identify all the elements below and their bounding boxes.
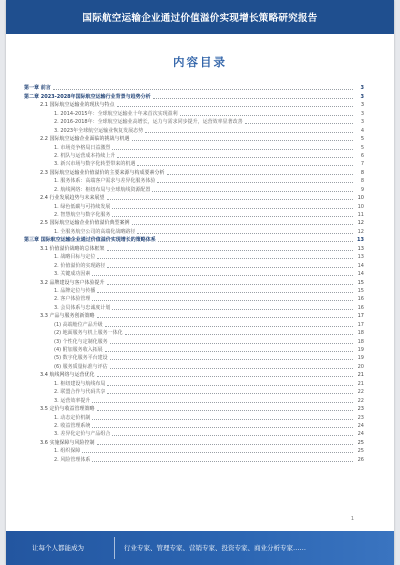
- header-banner: [6, 0, 394, 34]
- toc-entry-text: 3. 会员体系与忠诚度计划: [54, 304, 111, 311]
- toc-entry[interactable]: [24, 135, 364, 143]
- toc-entry-text: 3. 新兴市场与数字化转型带来的机遇: [54, 161, 136, 168]
- toc-entry[interactable]: [24, 253, 364, 261]
- toc-entry-text: 3.1 价值溢价战略的总体框架: [40, 245, 105, 252]
- toc-entry-text: 2. 收益管理系统: [54, 422, 91, 429]
- toc-entry-text: 3. 运营效率提升: [54, 397, 91, 404]
- toc-leader-dots: [132, 224, 353, 225]
- toc-entry[interactable]: [24, 118, 364, 126]
- toc-leader-dots: [158, 241, 353, 242]
- toc-entry-text: (6) 服务质量标准与评估: [54, 363, 108, 370]
- footer-divider: [114, 537, 115, 559]
- toc-entry[interactable]: [24, 438, 364, 446]
- toc-entry-page: 13: [357, 237, 364, 244]
- toc-entry-text: 1. 绿色低碳与可持续发展: [54, 203, 111, 210]
- toc-entry-text: 1. 动态定价机制: [54, 414, 91, 421]
- toc-entry-text: (1) 高端舱位产品升级: [54, 321, 103, 328]
- toc-leader-dots: [53, 89, 353, 90]
- toc-entry-text: 1. 2014-2015年：全球航空运输业十年来首次实现盈利: [54, 110, 178, 117]
- toc-leader-dots: [107, 393, 353, 394]
- toc-entry-text: 2. 2016-2018年：全球航空运输业高增长，运力与需求同步提升，运营效率显著改善: [54, 119, 243, 126]
- toc-leader-dots: [132, 140, 353, 141]
- document-page: [6, 0, 394, 565]
- toc-leader-dots: [152, 191, 353, 192]
- toc-leader-dots: [112, 435, 353, 436]
- toc-entry-text: 3.3 产品与服务创新策略: [40, 313, 95, 320]
- toc-entry[interactable]: [24, 303, 364, 311]
- toc-entry-text: 2. 价值溢价的实现路径: [54, 262, 106, 269]
- toc-entry-text: 1. 服务体系：高端客户需求与差异化服务体验: [54, 178, 156, 185]
- toc-entry-text: 3.4 航线网络与运营优化: [40, 372, 95, 379]
- toc-entry-page: 15: [357, 279, 364, 286]
- toc-entry-text: 2.3 国际航空运输业价值溢价的主要来源与构成要素分析: [40, 169, 165, 176]
- toc-leader-dots: [167, 174, 353, 175]
- toc-entry-page: 3: [360, 93, 364, 100]
- toc-entry[interactable]: [24, 101, 364, 109]
- toc-entry-text: 3. 关键成功因素: [54, 271, 91, 278]
- toc-entry-text: 1. 组织保障: [54, 448, 81, 455]
- toc-entry-text: 3. 差异化定价与产品组合: [54, 431, 111, 438]
- toc-leader-dots: [145, 132, 353, 133]
- toc-leader-dots: [110, 359, 353, 360]
- toc-entry[interactable]: [24, 194, 364, 202]
- toc-entry-page: 17: [357, 313, 364, 320]
- toc-leader-dots: [92, 461, 353, 462]
- toc-entry[interactable]: [24, 202, 364, 210]
- toc-leader-dots: [92, 419, 353, 420]
- toc-leader-dots: [112, 216, 353, 217]
- toc-leader-dots: [137, 233, 353, 234]
- toc-entry[interactable]: [24, 160, 364, 168]
- toc-entry[interactable]: [24, 211, 364, 219]
- toc-leader-dots: [107, 199, 353, 200]
- toc-leader-dots: [105, 351, 353, 352]
- toc-entry-page: 24: [357, 422, 364, 429]
- toc-entry[interactable]: [24, 177, 364, 185]
- toc-entry-text: 2. 联盟合作与代码共享: [54, 389, 106, 396]
- toc-entry[interactable]: [24, 152, 364, 160]
- toc-entry[interactable]: [24, 126, 364, 134]
- toc-entry-text: 3.2 品牌建设与客户体验提升: [40, 279, 105, 286]
- footer-banner: [6, 531, 394, 565]
- toc-leader-dots: [97, 317, 353, 318]
- toc-leader-dots: [245, 123, 353, 124]
- toc-entry-page: 5: [360, 136, 364, 143]
- toc-entry-text: 2. 智慧航空与数字化服务: [54, 212, 111, 218]
- toc-entry-text: 1. 品牌定位与传播: [54, 287, 96, 294]
- toc-entry-page: 8: [360, 169, 364, 176]
- toc-entry-page: 20: [357, 363, 364, 370]
- toc-leader-dots: [180, 115, 353, 116]
- toc-entry-page: 12: [357, 220, 364, 227]
- toc-entry-page: 26: [357, 456, 364, 463]
- toc-entry-page: 22: [357, 389, 364, 396]
- toc-entry-page: 11: [357, 212, 364, 218]
- toc-entry-page: 18: [357, 330, 364, 337]
- toc-leader-dots: [82, 452, 353, 453]
- toc-entry-page: 23: [357, 406, 364, 413]
- toc-entry[interactable]: [24, 287, 364, 295]
- toc-entry-text: 2.5 国际航空运输企业价值溢价典型案例: [40, 220, 130, 227]
- toc-entry-page: 19: [357, 347, 364, 353]
- toc-entry-page: 6: [360, 152, 364, 159]
- toc-entry-page: 10: [357, 195, 364, 202]
- toc-title: 内容目录: [173, 55, 227, 69]
- toc-entry[interactable]: [24, 244, 364, 252]
- toc-entry-text: 3. 2023年全球航空运输业恢复发展态势: [54, 127, 144, 134]
- toc-entry[interactable]: [24, 109, 364, 117]
- toc-entry-text: 1. 全服务航空公司的高端化战略路径: [54, 228, 136, 235]
- toc-entry-text: 2.4 行业发展趋势与未来展望: [40, 195, 105, 202]
- toc-entry-page: 14: [357, 271, 364, 278]
- toc-leader-dots: [112, 208, 353, 209]
- toc-entry[interactable]: [24, 185, 364, 193]
- toc-entry-page: 14: [357, 262, 364, 269]
- toc-entry-page: 19: [357, 355, 364, 362]
- toc-entry[interactable]: [24, 447, 364, 455]
- toc-entry[interactable]: [24, 413, 364, 421]
- toc-entry-text: 1. 市场竞争格局日益激烈: [54, 144, 111, 151]
- toc-leader-dots: [137, 165, 353, 166]
- toc-entry-page: 4: [360, 127, 364, 134]
- toc-leader-dots: [97, 258, 353, 259]
- toc-leader-dots: [92, 275, 353, 276]
- toc-entry[interactable]: [24, 388, 364, 396]
- toc-entry[interactable]: [24, 430, 364, 438]
- toc-entry-page: 16: [357, 296, 364, 303]
- toc-leader-dots: [97, 292, 353, 293]
- toc-entry-page: 17: [357, 321, 364, 328]
- toc-leader-dots: [97, 410, 353, 411]
- report-title: 国际航空运输企业通过价值溢价实现增长策略研究报告: [82, 13, 318, 24]
- toc-entry-page: 25: [357, 448, 364, 455]
- toc-entry-text: (5) 数字化服务平台建设: [54, 355, 108, 362]
- toc-entry[interactable]: [24, 329, 364, 337]
- toc-entry[interactable]: [24, 278, 364, 286]
- toc-entry[interactable]: [24, 261, 364, 269]
- toc-entry-page: 22: [357, 397, 364, 404]
- toc-entry-text: 3.5 定价与收益管理策略: [40, 406, 95, 413]
- toc-entry-page: 13: [357, 254, 364, 261]
- toc-entry[interactable]: [24, 405, 364, 413]
- toc-entry[interactable]: [24, 295, 364, 303]
- toc-entry[interactable]: [24, 422, 364, 430]
- toc-leader-dots: [107, 267, 353, 268]
- toc-entry-text: 2. 机队与运营成本持续上升: [54, 152, 116, 159]
- toc-leader-dots: [97, 444, 353, 445]
- toc-entry-page: 3: [360, 102, 364, 109]
- toc-entry-text: (4) 附加服务收入拓展: [54, 347, 103, 353]
- footer-slogan: 让每个人都能成为: [32, 544, 84, 552]
- toc-entry[interactable]: [24, 236, 364, 244]
- toc-entry[interactable]: [24, 270, 364, 278]
- toc-leader-dots: [107, 284, 353, 285]
- toc-entry-page: 13: [357, 245, 364, 252]
- toc-entry[interactable]: [24, 455, 364, 463]
- toc-leader-dots: [105, 326, 353, 327]
- toc-entry-page: 18: [357, 338, 364, 345]
- toc-leader-dots: [112, 309, 353, 310]
- page-number: 1: [350, 516, 354, 522]
- toc-leader-dots: [92, 427, 353, 428]
- toc-entry-text: 1. 战略目标与定位: [54, 254, 96, 261]
- toc-entry-page: 15: [357, 287, 364, 294]
- toc-entry-page: 7: [360, 161, 364, 168]
- toc-leader-dots: [107, 250, 353, 251]
- toc-entry-text: 3.6 实施保障与风险控制: [40, 439, 95, 446]
- toc-leader-dots: [92, 402, 353, 403]
- toc-leader-dots: [157, 182, 353, 183]
- toc-entry[interactable]: [24, 168, 364, 176]
- toc-leader-dots: [110, 368, 353, 369]
- toc-leader-dots: [112, 149, 353, 150]
- toc-entry-page: 10: [357, 203, 364, 210]
- toc-entry-page: 16: [357, 304, 364, 311]
- toc-entry-text: 2. 客户体验管理: [54, 296, 91, 303]
- toc-entry[interactable]: [24, 84, 364, 92]
- toc-entry[interactable]: [24, 362, 364, 370]
- toc-entry[interactable]: [24, 143, 364, 151]
- toc-entry-text: 第二章 2023-2028年国际航空运输行业背景与趋势分析: [24, 93, 151, 100]
- toc-leader-dots: [117, 106, 353, 107]
- toc-entry-text: 1. 枢纽建设与航线布局: [54, 380, 106, 387]
- toc-entry-page: 9: [360, 186, 364, 193]
- toc-entry[interactable]: [24, 92, 364, 100]
- toc-entry-page: 25: [357, 439, 364, 446]
- toc-entry[interactable]: [24, 346, 364, 354]
- toc-leader-dots: [110, 343, 353, 344]
- toc-entry-page: 3: [360, 110, 364, 117]
- toc-leader-dots: [117, 157, 353, 158]
- toc-leader-dots: [153, 98, 353, 99]
- toc-entry-text: 2. 航线网络：枢纽布局与全球航线资源配置: [54, 186, 151, 193]
- toc-entry-page: 5: [360, 144, 364, 151]
- toc-entry-page: 3: [360, 119, 364, 126]
- toc-entry-text: 第一章 前言: [24, 85, 51, 92]
- toc-entry[interactable]: [24, 354, 364, 362]
- toc-leader-dots: [107, 385, 353, 386]
- toc-entry[interactable]: [24, 379, 364, 387]
- toc-entry[interactable]: [24, 396, 364, 404]
- toc-entry-text: 第三章 国际航空运输企业通过价值溢价实现增长的策略体系: [24, 237, 156, 244]
- toc-entry[interactable]: [24, 320, 364, 328]
- toc-entry-text: (2) 地面服务与机上服务一体化: [54, 330, 123, 337]
- toc-entry[interactable]: [24, 337, 364, 345]
- toc-entry[interactable]: [24, 371, 364, 379]
- toc-entry-text: 2.2 国际航空运输企业面临的挑战与机遇: [40, 136, 130, 143]
- toc-entry-text: 2. 风险管理体系: [54, 456, 91, 463]
- toc-entry-page: 8: [360, 178, 364, 185]
- toc-entry-page: 24: [357, 431, 364, 438]
- table-of-contents: [24, 84, 364, 464]
- toc-entry-page: 21: [357, 372, 364, 379]
- toc-entry-text: 2.1 国际航空运输业的现状与特点: [40, 102, 115, 109]
- toc-entry[interactable]: [24, 219, 364, 227]
- toc-entry-page: 23: [357, 414, 364, 421]
- toc-leader-dots: [125, 334, 353, 335]
- toc-entry-page: 12: [357, 228, 364, 235]
- toc-entry[interactable]: [24, 312, 364, 320]
- toc-entry-page: 21: [357, 380, 364, 387]
- toc-leader-dots: [97, 376, 353, 377]
- toc-entry[interactable]: [24, 227, 364, 235]
- toc-entry-page: 3: [360, 85, 364, 92]
- footer-tagline: 行业专家、管理专家、营销专家、投资专家、商业分析专家……: [124, 544, 306, 552]
- toc-leader-dots: [92, 300, 353, 301]
- toc-entry-text: (3) 个性化与定制化服务: [54, 338, 108, 345]
